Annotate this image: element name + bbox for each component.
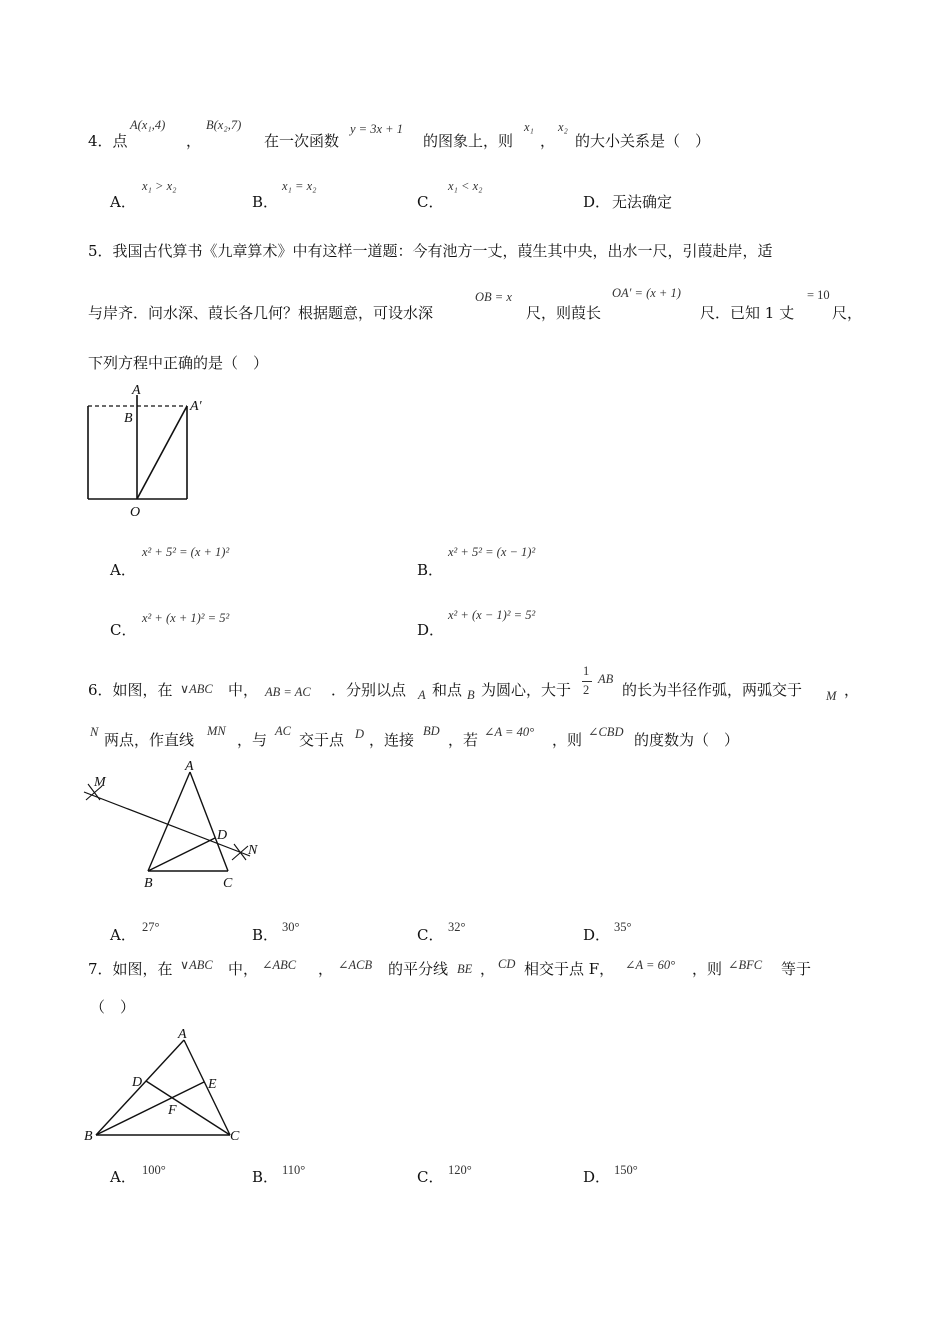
q6-text: ．分别以点 <box>331 681 407 699</box>
q4-option-c-label: C． <box>417 193 444 211</box>
q4-function: y = 3x + 1 <box>350 122 403 136</box>
q6-point-n: N <box>90 725 99 739</box>
q6-point-b: B <box>467 688 475 702</box>
q4-option-b-label: B． <box>252 193 279 211</box>
q7-angle-bfc: ∠BFC <box>728 958 763 972</box>
q6-figure-label-n: N <box>248 843 258 858</box>
q4-option-c-value: x₁ < x₂ <box>448 179 483 193</box>
q7-figure-label-a: A <box>178 1027 187 1042</box>
q5-option-a-value: x² + 5² = (x + 1)² <box>142 545 230 559</box>
q5-option-c-label: C． <box>110 621 137 639</box>
q7-option-a-label: A． <box>110 1168 136 1186</box>
q4-option-a-value: x₁ > x₂ <box>142 179 177 193</box>
q4-option-d-label: D． <box>583 193 611 211</box>
q7-text: 的平分线 <box>388 960 449 978</box>
q4-text: 的大小关系是（ ） <box>575 132 711 150</box>
q5-line-3: 下列方程中正确的是（ ） <box>88 354 269 372</box>
q6-text: 的长为半径作弧，两弧交于 <box>622 681 803 699</box>
q6-triangle: ∨ABC <box>180 682 213 696</box>
q6-text: 为圆心，大于 <box>481 681 572 699</box>
q6-mn: MN <box>207 724 226 738</box>
q4-comma: ， <box>186 132 202 150</box>
q7-angle-acb: ∠ACB <box>338 958 373 972</box>
q4-text: 的图象上，则 <box>423 132 514 150</box>
q7-text: 相交于点 F， <box>524 960 615 978</box>
q7-figure-label-e: E <box>208 1077 217 1092</box>
q7-option-b-value: 110° <box>282 1163 306 1177</box>
q6-option-d-value: 35° <box>614 920 632 934</box>
q5-option-d-value: x² + (x − 1)² = 5² <box>448 608 536 622</box>
q7-option-d-value: 150° <box>614 1163 638 1177</box>
q5-figure-label-b: B <box>124 411 133 426</box>
q5-option-d-label: D． <box>417 621 445 639</box>
q6-fraction-numerator: 1 <box>583 664 590 678</box>
q5-text: 尺，则葭长 <box>526 304 602 322</box>
q5-line-2: 与岸齐．问水深、葭长各几何？根据题意，可设水深 <box>88 304 434 322</box>
q6-text: ，则 <box>552 731 583 749</box>
q5-option-b-label: B． <box>417 561 444 579</box>
q6-triangle-figure <box>80 756 270 896</box>
q7-be: BE <box>457 962 473 976</box>
q5-option-a-label: A． <box>110 561 136 579</box>
q6-ab: AB <box>598 672 614 686</box>
q7-figure-label-f: F <box>168 1103 177 1118</box>
q6-fraction-bar <box>582 681 592 682</box>
q6-text: 中， <box>228 681 259 699</box>
q6-text: ，连接 <box>369 731 415 749</box>
q6-text: 和点 <box>432 681 463 699</box>
q7-option-d-label: D． <box>583 1168 611 1186</box>
q6-figure-label-b: B <box>144 876 153 891</box>
q6-option-a-label: A． <box>110 926 136 944</box>
q4-option-a-label: A． <box>110 193 136 211</box>
q6-point-a: A <box>418 688 426 702</box>
q5-text: 尺， <box>832 304 863 322</box>
q5-line-1: 5．我国古代算书《九章算术》中有这样一道题：今有池方一丈，葭生其中央，出水一尺，引葭赴岸，适 <box>88 242 773 260</box>
q4-comma: ， <box>540 132 556 150</box>
q6-text: ， <box>844 681 860 699</box>
q7-cd: CD <box>498 957 516 971</box>
q7-option-c-value: 120° <box>448 1163 472 1177</box>
q6-angle-cbd: ∠CBD <box>588 725 624 739</box>
q5-option-b-value: x² + 5² = (x − 1)² <box>448 545 536 559</box>
q7-option-b-label: B． <box>252 1168 279 1186</box>
q7-option-c-label: C． <box>417 1168 444 1186</box>
q6-number: 6．如图，在 <box>88 681 173 699</box>
q6-text: 两点，作直线 <box>104 731 195 749</box>
q6-fraction-denominator: 2 <box>583 683 590 697</box>
q6-ab-ac: AB = AC <box>265 685 311 699</box>
q4-x1: x₁ <box>524 120 534 134</box>
q7-text: ， <box>318 960 334 978</box>
q5-pond-figure <box>80 382 230 522</box>
q5-figure-label-a-prime: A′ <box>190 399 202 414</box>
q6-option-a-value: 27° <box>142 920 160 934</box>
q6-option-b-label: B． <box>252 926 279 944</box>
q6-option-c-label: C． <box>417 926 444 944</box>
q7-angle-a: ∠A = 60° <box>625 958 676 972</box>
q7-option-a-value: 100° <box>142 1163 166 1177</box>
q7-text: 等于 <box>781 960 812 978</box>
q5-oa-expr: OA′ = (x + 1) <box>612 286 681 300</box>
q6-figure-label-m: M <box>94 775 106 790</box>
q6-option-b-value: 30° <box>282 920 300 934</box>
q6-point-d: D <box>355 727 365 741</box>
q6-option-d-label: D． <box>583 926 611 944</box>
q4-text: 在一次函数 <box>264 132 340 150</box>
q7-triangle: ∨ABC <box>180 958 213 972</box>
q7-triangle-figure <box>80 1024 260 1154</box>
q7-text: 中， <box>228 960 259 978</box>
q6-angle-a: ∠A = 40° <box>484 725 535 739</box>
q7-figure-label-d: D <box>132 1075 143 1090</box>
q6-figure-label-c: C <box>223 876 233 891</box>
q5-ob-expr: OB = x <box>475 290 512 304</box>
q7-figure-label-b: B <box>84 1129 93 1144</box>
q6-text: ，若 <box>448 731 479 749</box>
q7-text: ， <box>480 960 496 978</box>
q6-text: 的度数为（ ） <box>634 731 740 749</box>
q6-figure-label-d: D <box>217 828 228 843</box>
q6-figure-label-a: A <box>185 759 194 774</box>
q5-figure-label-o: O <box>130 505 141 520</box>
q4-option-b-value: x₁ = x₂ <box>282 179 317 193</box>
q6-text: ，与 <box>237 731 268 749</box>
q4-x2: x₂ <box>558 120 568 134</box>
q6-option-c-value: 32° <box>448 920 466 934</box>
q7-angle-abc: ∠ABC <box>262 958 297 972</box>
q7-figure-label-c: C <box>230 1129 240 1144</box>
q5-figure-label-a: A <box>132 383 141 398</box>
q7-number: 7．如图，在 <box>88 960 173 978</box>
q4-point-b: B(x₂,7) <box>206 118 242 132</box>
q6-point-m: M <box>826 689 837 703</box>
q5-zhang-expr: = 10 <box>807 288 830 302</box>
q6-ac: AC <box>275 724 291 738</box>
q4-option-d-value: 无法确定 <box>612 193 673 211</box>
q5-option-c-value: x² + (x + 1)² = 5² <box>142 611 230 625</box>
q4-point-a: A(x₁,4) <box>130 118 166 132</box>
q4-number: 4．点 <box>88 132 128 150</box>
q5-text: 尺．已知 1 丈 <box>700 304 795 322</box>
q7-answer-paren: （ ） <box>90 998 136 1016</box>
q6-bd: BD <box>423 724 440 738</box>
q7-text: ，则 <box>692 960 723 978</box>
q6-text: 交于点 <box>299 731 345 749</box>
